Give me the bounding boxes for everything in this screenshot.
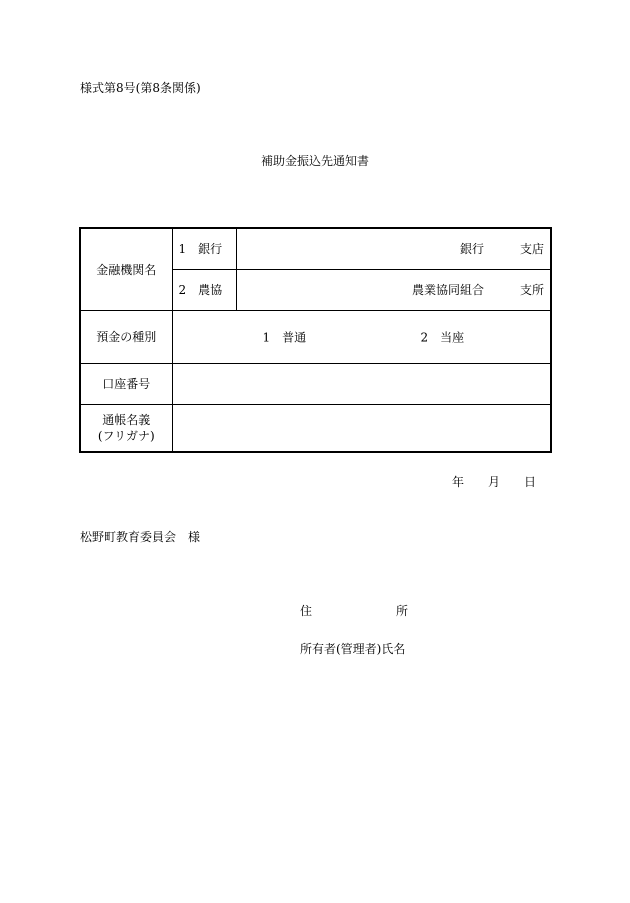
- coop-name-field[interactable]: [236, 269, 551, 310]
- bank-branch-suffix: 支店: [519, 242, 544, 257]
- address-label-part1: 住: [300, 604, 313, 618]
- table-row-bank: [80, 228, 551, 269]
- coop-branch-suffix: 支所: [519, 283, 544, 297]
- owner-name-label: 所有者(管理者)氏名: [300, 642, 406, 656]
- bank-type-label: 銀行: [198, 242, 223, 257]
- year-label: 年: [452, 475, 465, 489]
- account-holder-label-line2: (フリガナ): [97, 428, 155, 443]
- form-number: 様式第8号(第8条関係): [80, 81, 201, 95]
- financial-institution-label: 金融機関名: [80, 228, 172, 310]
- account-number-label: 口座番号: [80, 363, 172, 404]
- coop-name-suffix: 農業協同組合: [411, 283, 484, 297]
- bank-type-cell: [172, 228, 236, 269]
- address-label: [300, 605, 408, 617]
- transfer-form-table: [79, 227, 552, 453]
- coop-num: 2: [178, 283, 187, 297]
- account-holder-label: [80, 404, 172, 452]
- recipient: 松野町教育委員会 様: [80, 530, 201, 544]
- table-row-account-number: [80, 363, 551, 404]
- date-line: [452, 476, 536, 488]
- bank-name-field[interactable]: [236, 228, 551, 269]
- deposit-option-ordinary[interactable]: [263, 328, 307, 345]
- bank-num: 1: [178, 242, 187, 257]
- document-title: 補助金振込先通知書: [260, 154, 369, 168]
- table-row-account-holder: [80, 404, 551, 452]
- address-label-part2: 所: [396, 604, 409, 618]
- deposit-type-label: 預金の種別: [80, 310, 172, 363]
- account-number-field[interactable]: [172, 363, 551, 404]
- deposit-option-num: 1: [262, 330, 271, 344]
- coop-type-cell: [172, 269, 236, 310]
- deposit-option-label: 当座: [440, 330, 465, 344]
- account-holder-label-line1: 通帳名義: [102, 412, 151, 427]
- coop-type-label: 農協: [198, 283, 223, 297]
- deposit-option-label: 普通: [282, 330, 307, 344]
- account-holder-field[interactable]: [172, 404, 551, 452]
- month-label: 月: [488, 475, 501, 489]
- deposit-option-num: 2: [420, 330, 429, 344]
- deposit-type-options: [172, 310, 551, 363]
- bank-name-suffix: 銀行: [459, 242, 484, 257]
- day-label: 日: [524, 475, 537, 489]
- table-row-deposit-type: [80, 310, 551, 363]
- deposit-option-current[interactable]: [421, 328, 465, 345]
